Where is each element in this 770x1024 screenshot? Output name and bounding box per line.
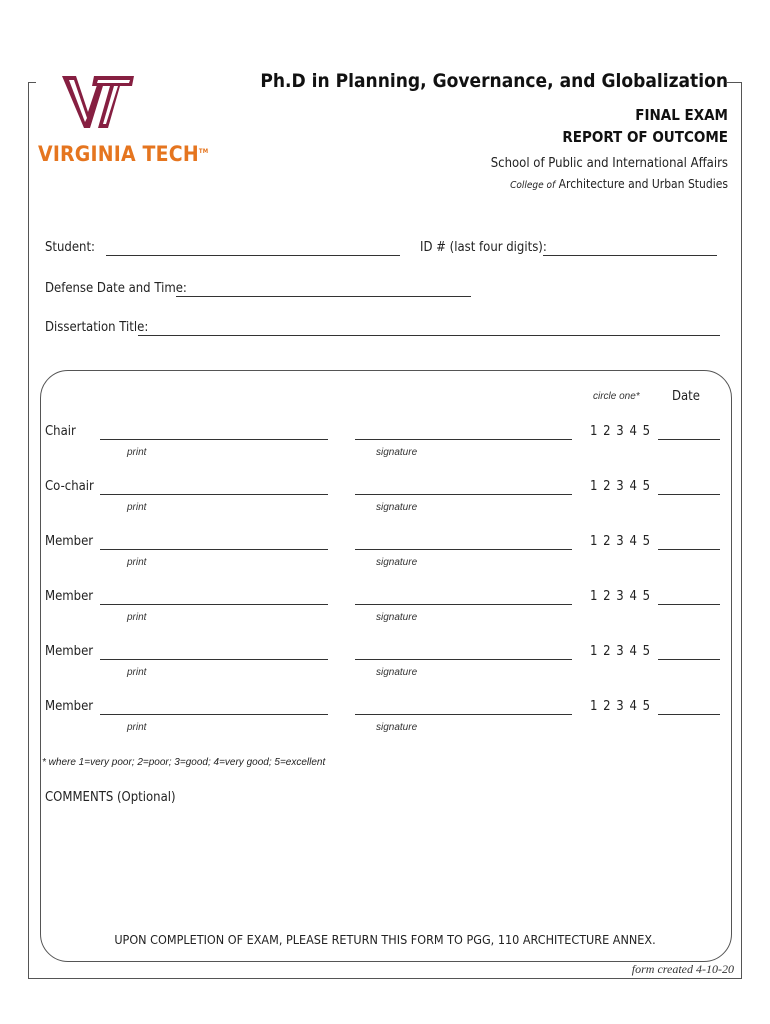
- rating-scale[interactable]: 1 2 3 4 5: [590, 424, 652, 439]
- dissertation-title-label: Dissertation Title:: [45, 320, 149, 335]
- rating-scale[interactable]: 1 2 3 4 5: [590, 479, 652, 494]
- virginia-tech-wordmark: [38, 142, 208, 166]
- frame-right-line: [741, 82, 742, 978]
- date-field[interactable]: [658, 714, 720, 715]
- role-label: Member: [45, 644, 94, 659]
- rating-scale[interactable]: 1 2 3 4 5: [590, 699, 652, 714]
- wordmark-text: VIRGINIA TECH: [38, 142, 199, 166]
- signature-caption: signature: [376, 667, 418, 678]
- dissertation-title-field[interactable]: [138, 335, 720, 336]
- document-title: Ph.D in Planning, Governance, and Globalization: [260, 70, 728, 92]
- print-name-field[interactable]: [100, 549, 328, 550]
- role-label: Co-chair: [45, 479, 94, 494]
- trademark: TM: [198, 148, 209, 155]
- signature-caption: signature: [376, 447, 418, 458]
- signature-caption: signature: [376, 612, 418, 623]
- rating-scale[interactable]: 1 2 3 4 5: [590, 534, 652, 549]
- signature-field[interactable]: [355, 494, 572, 495]
- print-caption: print: [127, 612, 147, 623]
- defense-date-field[interactable]: [176, 296, 471, 297]
- comments-area[interactable]: [44, 812, 728, 922]
- print-name-field[interactable]: [100, 439, 328, 440]
- print-caption: print: [127, 557, 147, 568]
- form-created-date: form created 4-10-20: [631, 962, 734, 976]
- date-field[interactable]: [658, 494, 720, 495]
- college-prefix: College of: [510, 180, 556, 191]
- role-label: Member: [45, 534, 94, 549]
- vt-logo-mark: [60, 72, 136, 132]
- id-label: ID # (last four digits):: [420, 240, 547, 255]
- defense-date-label: Defense Date and Time:: [45, 281, 187, 296]
- signature-field[interactable]: [355, 439, 572, 440]
- date-field[interactable]: [658, 604, 720, 605]
- print-caption: print: [127, 722, 147, 733]
- print-name-field[interactable]: [100, 714, 328, 715]
- signature-caption: signature: [376, 502, 418, 513]
- report-heading: REPORT OF OUTCOME: [562, 128, 728, 146]
- date-header: Date: [672, 389, 700, 404]
- role-label: Member: [45, 589, 94, 604]
- rating-footnote: * where 1=very poor; 2=poor; 3=good; 4=very good; 5=excellent: [42, 757, 326, 768]
- print-caption: print: [127, 447, 147, 458]
- final-exam-heading: FINAL EXAM: [635, 106, 728, 124]
- comments-label: COMMENTS (Optional): [45, 790, 176, 805]
- id-field[interactable]: [543, 255, 717, 256]
- signature-caption: signature: [376, 557, 418, 568]
- signature-field[interactable]: [355, 604, 572, 605]
- date-field[interactable]: [658, 549, 720, 550]
- frame-left-line: [28, 82, 29, 978]
- print-caption: print: [127, 667, 147, 678]
- frame-bottom-line: [28, 978, 742, 979]
- college-rest: Architecture and Urban Studies: [558, 177, 728, 191]
- frame-corner-tick: [28, 82, 36, 83]
- date-field[interactable]: [658, 659, 720, 660]
- signature-field[interactable]: [355, 714, 572, 715]
- signature-caption: signature: [376, 722, 418, 733]
- return-instructions: UPON COMPLETION OF EXAM, PLEASE RETURN THIS FORM TO PGG, 110 ARCHITECTURE ANNEX.: [114, 932, 656, 947]
- college-name: [510, 177, 728, 191]
- role-label: Chair: [45, 424, 76, 439]
- signature-field[interactable]: [355, 659, 572, 660]
- rating-scale[interactable]: 1 2 3 4 5: [590, 589, 652, 604]
- student-field[interactable]: [106, 255, 400, 256]
- rating-scale[interactable]: 1 2 3 4 5: [590, 644, 652, 659]
- student-label: Student:: [45, 240, 95, 255]
- print-caption: print: [127, 502, 147, 513]
- print-name-field[interactable]: [100, 604, 328, 605]
- role-label: Member: [45, 699, 94, 714]
- frame-top-right-line: [727, 82, 742, 83]
- print-name-field[interactable]: [100, 659, 328, 660]
- school-name: School of Public and International Affairs: [490, 156, 728, 171]
- print-name-field[interactable]: [100, 494, 328, 495]
- signature-field[interactable]: [355, 549, 572, 550]
- circle-one-header: circle one*: [593, 391, 640, 402]
- date-field[interactable]: [658, 439, 720, 440]
